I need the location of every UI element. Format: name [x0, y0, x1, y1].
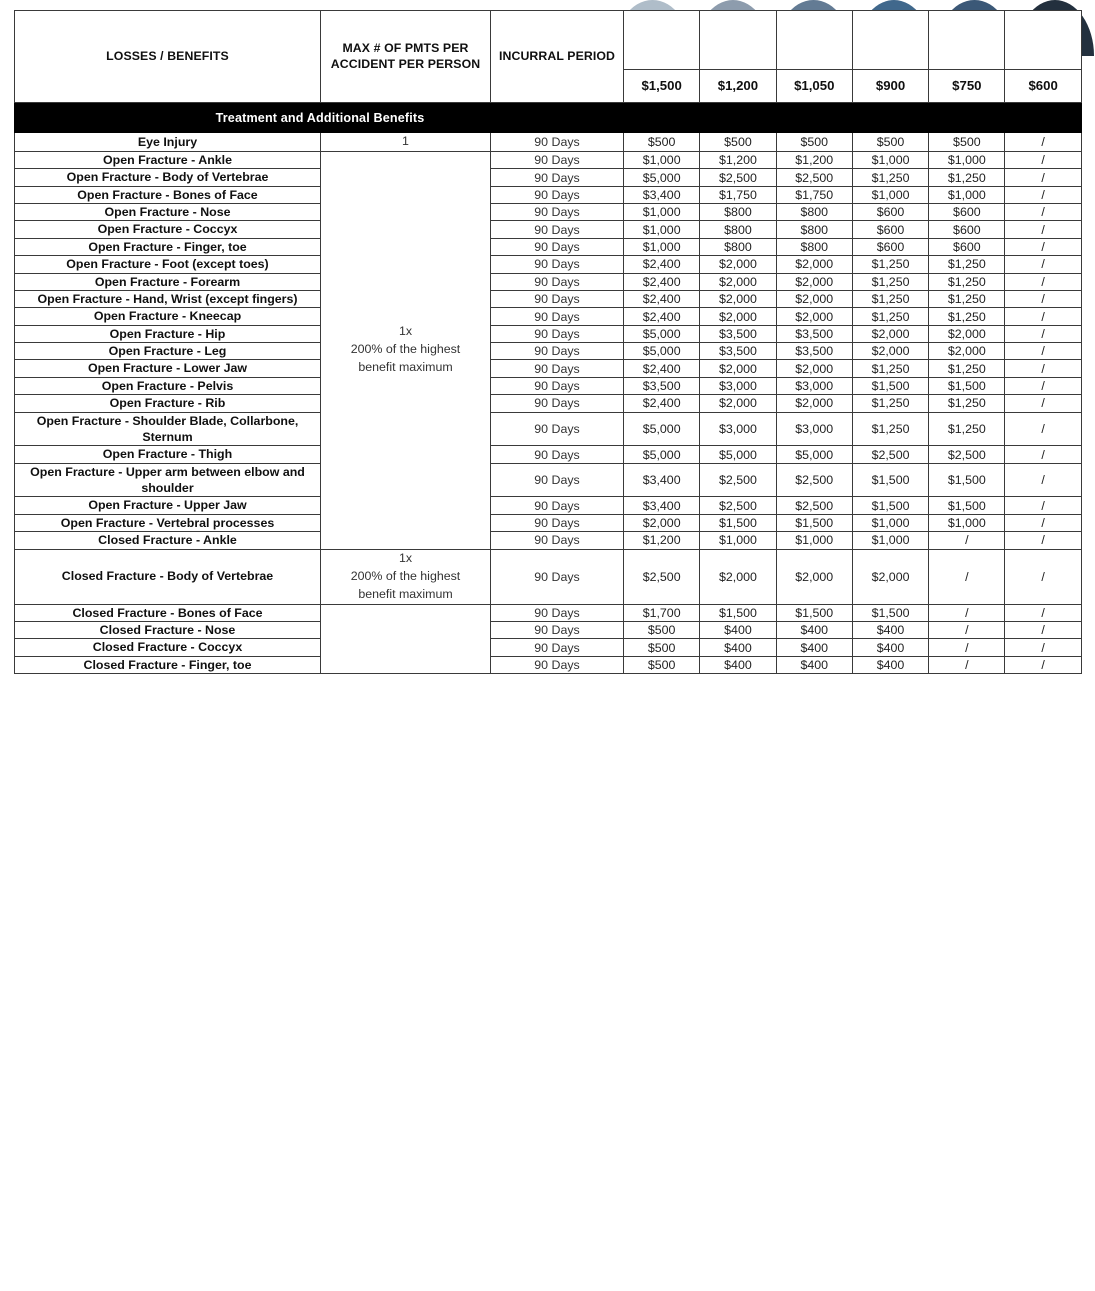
benefit-amount-cell: $2,000	[776, 290, 852, 307]
benefit-amount-cell: $1,250	[852, 290, 928, 307]
benefit-name-cell: Open Fracture - Vertebral processes	[15, 514, 321, 531]
benefit-name-cell: Open Fracture - Hip	[15, 325, 321, 342]
benefit-amount-cell: $2,000	[624, 514, 700, 531]
benefit-name-cell: Open Fracture - Upper Jaw	[15, 497, 321, 514]
benefit-amount-cell: $400	[700, 656, 776, 673]
plan-amount-header-2: $1,200	[700, 69, 776, 102]
table-row	[15, 656, 1082, 673]
benefit-amount-cell: /	[1005, 446, 1081, 463]
max-pmts-cell	[321, 604, 491, 674]
header-incurral-period: INCURRAL PERIOD	[491, 11, 624, 103]
incurral-period-cell: 90 Days	[491, 290, 624, 307]
benefit-name-cell: Open Fracture - Nose	[15, 204, 321, 221]
benefit-amount-cell: $600	[852, 221, 928, 238]
benefit-amount-cell: $1,500	[852, 377, 928, 394]
benefit-amount-cell: /	[1005, 204, 1081, 221]
benefit-amount-cell: /	[1005, 656, 1081, 673]
incurral-period-cell: 90 Days	[491, 360, 624, 377]
benefit-amount-cell: $1,250	[852, 308, 928, 325]
table-row	[15, 360, 1082, 377]
benefit-amount-cell: $5,000	[624, 169, 700, 186]
table-row	[15, 377, 1082, 394]
benefit-amount-cell: $1,000	[624, 221, 700, 238]
benefit-amount-cell: $1,250	[929, 273, 1005, 290]
benefit-amount-cell: $1,500	[852, 497, 928, 514]
benefit-amount-cell: $1,500	[776, 604, 852, 621]
benefit-amount-cell: /	[1005, 463, 1081, 497]
incurral-period-cell: 90 Days	[491, 256, 624, 273]
benefit-amount-cell: $1,250	[929, 169, 1005, 186]
benefit-amount-cell: $400	[852, 621, 928, 638]
benefit-amount-cell: $5,000	[624, 325, 700, 342]
arch-spacer-cell-2	[700, 11, 776, 70]
max-pmts-cell: 1x 200% of the highest benefit maximum	[321, 151, 491, 549]
table-row	[15, 256, 1082, 273]
benefit-amount-cell: $1,750	[776, 186, 852, 203]
benefit-amount-cell: $500	[852, 133, 928, 152]
benefit-amount-cell: $1,000	[700, 532, 776, 549]
header-max-pmts: MAX # OF PMTS PER ACCIDENT PER PERSON	[321, 11, 491, 103]
incurral-period-cell: 90 Days	[491, 463, 624, 497]
table-row	[15, 204, 1082, 221]
table-row	[15, 238, 1082, 255]
incurral-period-cell: 90 Days	[491, 446, 624, 463]
benefit-amount-cell: /	[1005, 514, 1081, 531]
benefit-amount-cell: $2,500	[700, 497, 776, 514]
benefit-amount-cell: $1,000	[624, 204, 700, 221]
benefit-amount-cell: /	[1005, 395, 1081, 412]
benefit-amount-cell: $1,000	[776, 532, 852, 549]
benefit-name-cell: Open Fracture - Coccyx	[15, 221, 321, 238]
benefit-amount-cell: $800	[700, 238, 776, 255]
table-row	[15, 308, 1082, 325]
table-row	[15, 621, 1082, 638]
benefit-name-cell: Closed Fracture - Ankle	[15, 532, 321, 549]
benefit-amount-cell: $2,000	[700, 360, 776, 377]
table-row	[15, 221, 1082, 238]
table-row	[15, 532, 1082, 549]
benefit-amount-cell: /	[1005, 151, 1081, 168]
benefit-amount-cell: $3,500	[776, 325, 852, 342]
benefit-amount-cell: $800	[776, 238, 852, 255]
benefit-amount-cell: /	[1005, 604, 1081, 621]
benefit-amount-cell: $3,400	[624, 463, 700, 497]
incurral-period-cell: 90 Days	[491, 221, 624, 238]
benefit-amount-cell: $500	[624, 656, 700, 673]
incurral-period-cell: 90 Days	[491, 186, 624, 203]
benefit-amount-cell: $3,000	[776, 412, 852, 446]
incurral-period-cell: 90 Days	[491, 656, 624, 673]
benefit-amount-cell: $2,500	[624, 549, 700, 604]
benefit-amount-cell: $1,000	[852, 186, 928, 203]
benefit-amount-cell: $1,250	[929, 308, 1005, 325]
plan-amount-header-5: $750	[929, 69, 1005, 102]
benefit-amount-cell: $500	[929, 133, 1005, 152]
benefit-amount-cell: /	[1005, 412, 1081, 446]
benefit-amount-cell: /	[1005, 639, 1081, 656]
benefit-amount-cell: $2,400	[624, 273, 700, 290]
benefit-amount-cell: $2,400	[624, 290, 700, 307]
table-head	[15, 11, 1082, 103]
benefit-amount-cell: $500	[776, 133, 852, 152]
benefit-amount-cell: /	[1005, 133, 1081, 152]
benefit-amount-cell: $1,000	[852, 532, 928, 549]
benefit-amount-cell: /	[929, 656, 1005, 673]
benefit-amount-cell: $1,200	[624, 532, 700, 549]
benefit-amount-cell: $2,000	[852, 549, 928, 604]
incurral-period-cell: 90 Days	[491, 497, 624, 514]
table-row	[15, 446, 1082, 463]
arch-spacer-cell-1	[624, 11, 700, 70]
table-row	[15, 514, 1082, 531]
benefit-name-cell: Open Fracture - Ankle	[15, 151, 321, 168]
max-pmts-cell: 1	[321, 133, 491, 152]
benefit-amount-cell: $600	[929, 221, 1005, 238]
benefit-amount-cell: $800	[776, 221, 852, 238]
benefit-amount-cell: /	[929, 549, 1005, 604]
benefit-amount-cell: $1,250	[852, 273, 928, 290]
benefit-amount-cell: $600	[929, 238, 1005, 255]
benefit-amount-cell: $400	[776, 656, 852, 673]
benefit-amount-cell: $2,500	[852, 446, 928, 463]
benefit-name-cell: Open Fracture - Bones of Face	[15, 186, 321, 203]
benefit-amount-cell: $2,000	[700, 290, 776, 307]
plan-amount-header-4: $900	[852, 69, 928, 102]
benefit-name-cell: Open Fracture - Hand, Wrist (except fingers)	[15, 290, 321, 307]
benefit-name-cell: Closed Fracture - Finger, toe	[15, 656, 321, 673]
benefit-amount-cell: $1,000	[624, 238, 700, 255]
benefit-amount-cell: $3,400	[624, 497, 700, 514]
benefit-amount-cell: $1,500	[700, 604, 776, 621]
table-row	[15, 151, 1082, 168]
benefit-amount-cell: $1,250	[852, 169, 928, 186]
benefit-amount-cell: $800	[700, 204, 776, 221]
incurral-period-cell: 90 Days	[491, 395, 624, 412]
benefit-amount-cell: /	[1005, 621, 1081, 638]
benefit-amount-cell: /	[1005, 273, 1081, 290]
plan-amount-header-3: $1,050	[776, 69, 852, 102]
benefit-amount-cell: $3,000	[700, 412, 776, 446]
benefit-amount-cell: /	[929, 604, 1005, 621]
benefit-amount-cell: $2,000	[700, 256, 776, 273]
benefit-amount-cell: $3,500	[776, 343, 852, 360]
incurral-period-cell: 90 Days	[491, 549, 624, 604]
benefit-amount-cell: $1,000	[852, 151, 928, 168]
benefit-amount-cell: $2,000	[700, 308, 776, 325]
table-row	[15, 290, 1082, 307]
incurral-period-cell: 90 Days	[491, 639, 624, 656]
benefit-amount-cell: $1,750	[700, 186, 776, 203]
benefit-amount-cell: $500	[624, 621, 700, 638]
benefit-name-cell: Eye Injury	[15, 133, 321, 152]
benefit-amount-cell: $2,000	[700, 273, 776, 290]
benefit-amount-cell: $1,250	[929, 412, 1005, 446]
benefit-amount-cell: $1,500	[700, 514, 776, 531]
benefit-amount-cell: $1,250	[929, 360, 1005, 377]
benefit-amount-cell: $1,250	[852, 412, 928, 446]
plan-amount-header-6: $600	[1005, 69, 1081, 102]
benefit-amount-cell: $1,000	[929, 151, 1005, 168]
benefit-amount-cell: $600	[852, 238, 928, 255]
incurral-period-cell: 90 Days	[491, 308, 624, 325]
benefit-amount-cell: $2,500	[776, 169, 852, 186]
benefit-amount-cell: $2,400	[624, 395, 700, 412]
benefit-name-cell: Open Fracture - Leg	[15, 343, 321, 360]
benefit-amount-cell: $400	[776, 621, 852, 638]
max-pmts-cell: 1x 200% of the highest benefit maximum	[321, 549, 491, 604]
incurral-period-cell: 90 Days	[491, 412, 624, 446]
benefit-amount-cell: $1,200	[700, 151, 776, 168]
table-body	[15, 103, 1082, 674]
benefit-amount-cell: $400	[852, 639, 928, 656]
benefit-name-cell: Open Fracture - Pelvis	[15, 377, 321, 394]
table-row	[15, 133, 1082, 152]
benefit-amount-cell: $400	[852, 656, 928, 673]
benefit-amount-cell: $500	[700, 133, 776, 152]
table-row	[15, 273, 1082, 290]
benefit-amount-cell: $2,500	[776, 463, 852, 497]
table-row	[15, 325, 1082, 342]
table-row	[15, 186, 1082, 203]
benefit-name-cell: Open Fracture - Thigh	[15, 446, 321, 463]
benefit-amount-cell: $1,250	[852, 395, 928, 412]
benefit-amount-cell: /	[1005, 186, 1081, 203]
benefit-amount-cell: $400	[700, 639, 776, 656]
benefit-amount-cell: /	[1005, 549, 1081, 604]
incurral-period-cell: 90 Days	[491, 169, 624, 186]
incurral-period-cell: 90 Days	[491, 325, 624, 342]
benefit-amount-cell: $2,000	[776, 549, 852, 604]
benefit-amount-cell: $2,400	[624, 360, 700, 377]
incurral-period-cell: 90 Days	[491, 532, 624, 549]
benefit-amount-cell: $1,500	[929, 377, 1005, 394]
benefit-amount-cell: $3,000	[700, 377, 776, 394]
benefit-amount-cell: $500	[624, 639, 700, 656]
arch-spacer-cell-3	[776, 11, 852, 70]
benefit-amount-cell: $1,500	[929, 497, 1005, 514]
benefit-amount-cell: $400	[776, 639, 852, 656]
benefit-amount-cell: /	[929, 639, 1005, 656]
benefit-amount-cell: $600	[929, 204, 1005, 221]
benefit-amount-cell: /	[1005, 360, 1081, 377]
arch-spacer-cell-6	[1005, 11, 1081, 70]
benefit-amount-cell: $2,500	[700, 169, 776, 186]
incurral-period-cell: 90 Days	[491, 204, 624, 221]
benefit-amount-cell: $2,000	[776, 273, 852, 290]
incurral-period-cell: 90 Days	[491, 343, 624, 360]
benefit-amount-cell: $1,500	[929, 463, 1005, 497]
benefit-name-cell: Open Fracture - Upper arm between elbow and shoulder	[15, 463, 321, 497]
benefit-amount-cell: $1,500	[776, 514, 852, 531]
benefit-name-cell: Open Fracture - Foot (except toes)	[15, 256, 321, 273]
plan-amount-header-1: $1,500	[624, 69, 700, 102]
benefit-name-cell: Open Fracture - Kneecap	[15, 308, 321, 325]
benefit-amount-cell: $3,500	[624, 377, 700, 394]
benefit-amount-cell: $800	[776, 204, 852, 221]
benefit-amount-cell: /	[1005, 169, 1081, 186]
benefit-amount-cell: $500	[624, 133, 700, 152]
benefit-name-cell: Closed Fracture - Coccyx	[15, 639, 321, 656]
header-row-arch-spacer	[15, 11, 1082, 70]
benefit-amount-cell: $2,000	[776, 308, 852, 325]
benefit-amount-cell: $2,000	[929, 325, 1005, 342]
section-header-row	[15, 103, 1082, 133]
arch-spacer-cell-5	[929, 11, 1005, 70]
benefit-amount-cell: $2,500	[700, 463, 776, 497]
benefit-amount-cell: $1,250	[852, 360, 928, 377]
benefit-amount-cell: $3,400	[624, 186, 700, 203]
header-losses-benefits: LOSSES / BENEFITS	[15, 11, 321, 103]
benefit-amount-cell: /	[929, 532, 1005, 549]
incurral-period-cell: 90 Days	[491, 377, 624, 394]
benefit-amount-cell: /	[1005, 238, 1081, 255]
benefit-amount-cell: $5,000	[624, 412, 700, 446]
benefit-amount-cell: $5,000	[700, 446, 776, 463]
benefit-amount-cell: $2,000	[700, 549, 776, 604]
benefit-amount-cell: $2,000	[776, 360, 852, 377]
benefit-amount-cell: /	[1005, 532, 1081, 549]
benefit-amount-cell: $1,250	[852, 256, 928, 273]
table-row	[15, 463, 1082, 497]
table-row	[15, 412, 1082, 446]
benefit-amount-cell: /	[1005, 377, 1081, 394]
benefit-amount-cell: /	[1005, 290, 1081, 307]
benefit-name-cell: Open Fracture - Rib	[15, 395, 321, 412]
benefit-amount-cell: $2,000	[776, 256, 852, 273]
benefit-amount-cell: $2,000	[929, 343, 1005, 360]
incurral-period-cell: 90 Days	[491, 514, 624, 531]
benefit-name-cell: Open Fracture - Forearm	[15, 273, 321, 290]
section-title: Treatment and Additional Benefits	[215, 110, 425, 125]
benefit-amount-cell: $3,000	[776, 377, 852, 394]
incurral-period-cell: 90 Days	[491, 621, 624, 638]
benefit-amount-cell: /	[1005, 343, 1081, 360]
table-row	[15, 604, 1082, 621]
benefit-amount-cell: $1,200	[776, 151, 852, 168]
benefit-name-cell: Open Fracture - Lower Jaw	[15, 360, 321, 377]
benefit-amount-cell: $2,400	[624, 308, 700, 325]
table-row	[15, 395, 1082, 412]
incurral-period-cell: 90 Days	[491, 133, 624, 152]
benefit-amount-cell: /	[1005, 325, 1081, 342]
benefit-name-cell: Open Fracture - Finger, toe	[15, 238, 321, 255]
benefit-amount-cell: $5,000	[776, 446, 852, 463]
benefit-amount-cell: $1,700	[624, 604, 700, 621]
benefit-amount-cell: $1,000	[929, 514, 1005, 531]
incurral-period-cell: 90 Days	[491, 273, 624, 290]
benefit-amount-cell: /	[1005, 497, 1081, 514]
benefit-amount-cell: $2,500	[776, 497, 852, 514]
benefit-amount-cell: $800	[700, 221, 776, 238]
benefits-schedule-table	[14, 10, 1082, 674]
benefit-name-cell: Open Fracture - Body of Vertebrae	[15, 169, 321, 186]
benefit-amount-cell: /	[1005, 221, 1081, 238]
table-row	[15, 497, 1082, 514]
benefit-amount-cell: $5,000	[624, 343, 700, 360]
benefit-amount-cell: $2,500	[929, 446, 1005, 463]
benefit-amount-cell: $1,000	[852, 514, 928, 531]
benefit-amount-cell: $600	[852, 204, 928, 221]
benefit-amount-cell: $1,250	[929, 256, 1005, 273]
benefit-amount-cell: $2,000	[852, 325, 928, 342]
benefit-amount-cell: $2,000	[700, 395, 776, 412]
benefit-amount-cell: $3,500	[700, 325, 776, 342]
benefit-name-cell: Closed Fracture - Nose	[15, 621, 321, 638]
benefit-amount-cell: $400	[700, 621, 776, 638]
benefit-amount-cell: $3,500	[700, 343, 776, 360]
table-row	[15, 639, 1082, 656]
table-row	[15, 549, 1082, 604]
benefit-amount-cell: $1,500	[852, 604, 928, 621]
benefit-amount-cell: $1,250	[929, 395, 1005, 412]
section-header-cell	[15, 103, 1082, 133]
benefit-amount-cell: /	[929, 621, 1005, 638]
incurral-period-cell: 90 Days	[491, 604, 624, 621]
benefit-name-cell: Open Fracture - Shoulder Blade, Collarbone, Sternum	[15, 412, 321, 446]
benefit-name-cell: Closed Fracture - Bones of Face	[15, 604, 321, 621]
benefit-amount-cell: $1,000	[624, 151, 700, 168]
benefit-amount-cell: /	[1005, 256, 1081, 273]
benefit-amount-cell: $1,250	[929, 290, 1005, 307]
incurral-period-cell: 90 Days	[491, 238, 624, 255]
benefit-amount-cell: $5,000	[624, 446, 700, 463]
benefit-amount-cell: $1,500	[852, 463, 928, 497]
benefit-amount-cell: /	[1005, 308, 1081, 325]
benefit-amount-cell: $2,000	[852, 343, 928, 360]
benefit-amount-cell: $2,000	[776, 395, 852, 412]
arch-spacer-cell-4	[852, 11, 928, 70]
benefit-amount-cell: $1,000	[929, 186, 1005, 203]
incurral-period-cell: 90 Days	[491, 151, 624, 168]
benefit-name-cell: Closed Fracture - Body of Vertebrae	[15, 549, 321, 604]
table-row	[15, 169, 1082, 186]
benefit-amount-cell: $2,400	[624, 256, 700, 273]
table-row	[15, 343, 1082, 360]
